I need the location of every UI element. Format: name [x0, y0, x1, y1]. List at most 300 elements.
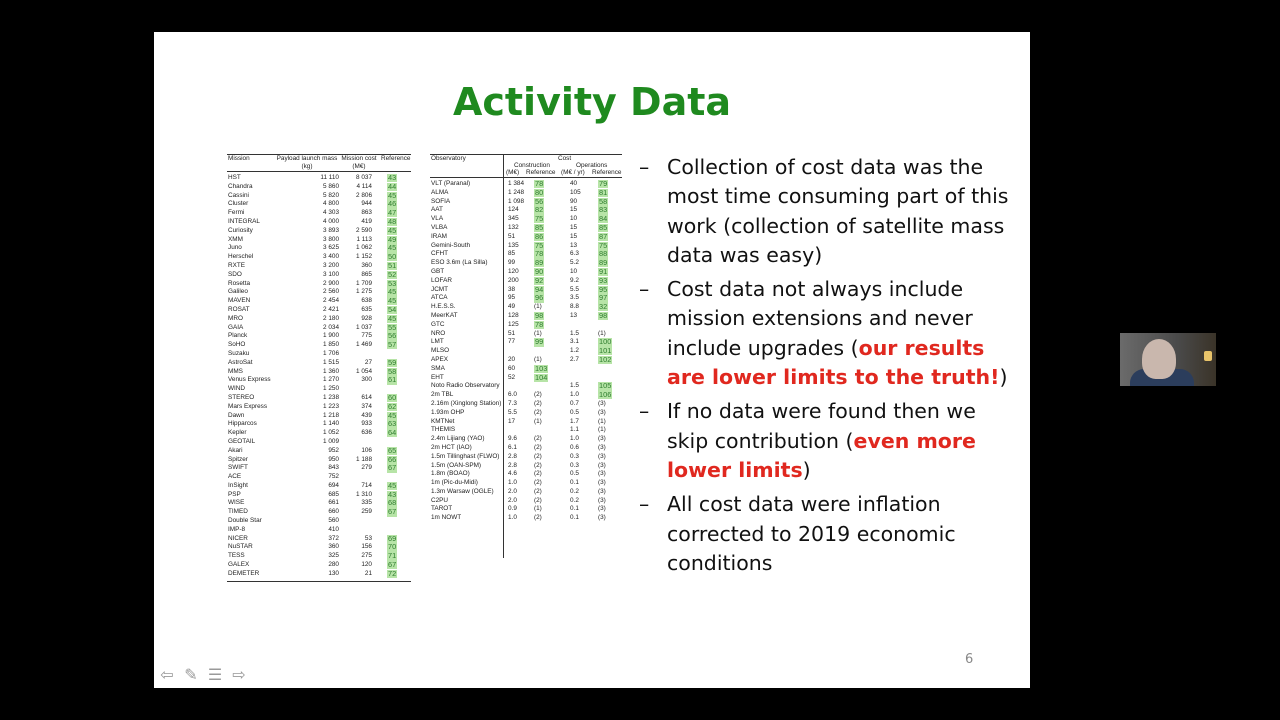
table-row [430, 277, 622, 286]
operations-cost: 0.6 [570, 443, 579, 451]
mission-cost: 1 275 [356, 288, 372, 296]
table-row [430, 286, 622, 295]
mission-cost: 614 [361, 393, 372, 401]
page-number: 6 [965, 652, 974, 667]
mission-cost: 300 [361, 376, 372, 384]
table-row [430, 435, 622, 444]
operations-reference: (3) [598, 487, 606, 495]
mission-name: AstroSat [228, 358, 253, 366]
menu-button[interactable]: ☰ [207, 667, 223, 684]
table-row [227, 200, 411, 209]
reference: 69 [388, 533, 397, 543]
table-row [227, 368, 411, 377]
header-construction-unit: (M€) [506, 169, 520, 176]
mission-name: XMM [228, 235, 243, 243]
operations-cost: 15 [570, 223, 578, 231]
table-row [430, 268, 622, 277]
header-construction-reference: Reference [526, 169, 556, 176]
construction-reference: (1) [534, 355, 542, 363]
operations-cost: 0.5 [570, 470, 579, 478]
launch-mass: 2 421 [323, 305, 339, 313]
mission-cost: 53 [364, 534, 372, 542]
construction-reference: 99 [535, 337, 544, 347]
table-row [430, 514, 622, 523]
reference: 70 [388, 542, 397, 552]
operations-reference: (3) [598, 435, 606, 443]
operations-cost: 13 [570, 311, 578, 319]
operations-cost: 10 [570, 267, 578, 275]
operations-reference: 81 [599, 187, 608, 197]
reference: 67 [388, 560, 397, 570]
launch-mass: 3 400 [323, 253, 339, 261]
table-row [430, 215, 622, 224]
mission-cost: 27 [364, 358, 372, 366]
mission-name: GAIA [228, 323, 244, 331]
bullet-text: All cost data were inflation corrected to 2019 economic conditions [667, 492, 956, 575]
operations-reference: (3) [598, 408, 606, 416]
mission-name: GALEX [228, 561, 250, 569]
mission-name: MAVEN [228, 297, 251, 305]
operations-reference: 79 [599, 179, 608, 188]
table-row [430, 224, 622, 233]
construction-reference: 78 [535, 319, 544, 329]
mission-cost: 635 [361, 305, 372, 313]
operations-cost: 13 [570, 241, 578, 249]
mission-name: Venus Express [228, 376, 271, 384]
construction-reference: 86 [535, 231, 544, 241]
operations-cost: 1.7 [570, 417, 579, 425]
operations-reference: 83 [599, 205, 608, 215]
construction-cost: 38 [508, 285, 516, 293]
operations-reference: (1) [598, 329, 606, 337]
mission-name: Juno [228, 244, 242, 252]
reference: 45 [388, 313, 397, 323]
reference: 48 [388, 216, 397, 226]
construction-reference: 78 [535, 249, 544, 259]
table-row [430, 418, 622, 427]
construction-cost: 345 [508, 215, 519, 223]
observatory-table-body [430, 180, 622, 523]
launch-mass: 2 454 [323, 297, 339, 305]
table-row [227, 324, 411, 333]
launch-mass: 410 [328, 525, 339, 533]
mission-cost: 1 310 [356, 490, 372, 498]
mission-name: IMP-8 [228, 525, 246, 533]
mission-name: RXTE [228, 261, 246, 269]
mission-name: Chandra [228, 182, 253, 190]
mission-name: Curiosity [228, 226, 253, 234]
mission-name: Cluster [228, 200, 249, 208]
mission-name: Cassini [228, 191, 249, 199]
bullet-list [636, 153, 1016, 583]
table-row [227, 473, 411, 482]
mission-cost: 374 [361, 402, 372, 410]
observatory-name: 2.4m Lijiang (YAO) [431, 435, 485, 443]
launch-mass: 685 [328, 490, 339, 498]
observatory-name: VLT (Paranal) [431, 180, 471, 187]
observatory-name: 1.3m Warsaw (OGLE) [431, 487, 494, 495]
table-row [227, 499, 411, 508]
reference: 45 [388, 296, 397, 306]
mission-name: STEREO [228, 393, 255, 401]
launch-mass: 1 218 [323, 411, 339, 419]
table-row [227, 561, 411, 570]
bullet-dash: – [639, 399, 650, 424]
operations-reference: 85 [599, 222, 608, 232]
table-row [430, 330, 622, 339]
observatory-name: SOFIA [431, 197, 451, 205]
table-row [227, 341, 411, 350]
mission-name: MMS [228, 367, 243, 375]
table-row [227, 288, 411, 297]
operations-cost: 0.2 [570, 496, 579, 504]
observatory-name: LOFAR [431, 276, 452, 284]
launch-mass: 1 250 [323, 385, 339, 393]
construction-reference: 92 [535, 275, 544, 285]
table-row [227, 552, 411, 561]
reference: 49 [388, 234, 397, 244]
launch-mass: 4 000 [323, 217, 339, 225]
observatory-name: THEMIS [431, 426, 456, 434]
mission-name: Rosetta [228, 279, 251, 287]
mission-cost: 1 152 [356, 253, 372, 261]
observatory-name: MeerKAT [431, 311, 458, 319]
launch-mass: 1 140 [323, 420, 339, 428]
construction-reference: (2) [534, 514, 542, 522]
table-row [227, 508, 411, 517]
header-reference: Reference [381, 155, 411, 162]
observatory-name: 2m HCT (IAO) [431, 443, 472, 451]
operations-cost: 15 [570, 232, 578, 240]
construction-reference: 82 [535, 205, 544, 215]
construction-reference: 104 [535, 372, 548, 382]
table-row [430, 382, 622, 391]
launch-mass: 1 270 [323, 376, 339, 384]
launch-mass: 2 560 [323, 288, 339, 296]
observatory-name: 1.5m (OAN-SPM) [431, 461, 482, 469]
pen-tool-button[interactable]: ✎ [184, 667, 198, 684]
launch-mass: 694 [328, 481, 339, 489]
construction-cost: 6.0 [508, 391, 517, 399]
mission-name: Akari [228, 446, 243, 454]
operations-reference: 84 [599, 214, 608, 224]
construction-reference: 94 [535, 284, 544, 294]
observatory-name: VLBA [431, 223, 448, 231]
reference: 45 [388, 287, 397, 297]
presenter-face [1142, 339, 1176, 379]
construction-cost: 7.3 [508, 399, 517, 407]
construction-cost: 9.6 [508, 435, 517, 443]
mission-name: Mars Express [228, 402, 268, 410]
reference: 58 [388, 366, 397, 376]
table-row [227, 350, 411, 359]
mission-name: DEMETER [228, 569, 260, 577]
construction-cost: 135 [508, 241, 519, 249]
table-row [430, 479, 622, 488]
table-row [227, 359, 411, 368]
table-row [227, 526, 411, 535]
operations-cost: 1.0 [570, 391, 579, 399]
table-row [227, 332, 411, 341]
mission-cost: 775 [361, 332, 372, 340]
header-mission: Mission [228, 155, 250, 162]
construction-cost: 1.0 [508, 479, 517, 487]
header-cost: Cost [558, 155, 572, 162]
table-row [430, 242, 622, 251]
reference: 45 [388, 225, 397, 235]
mission-name: NuSTAR [228, 543, 253, 551]
table-row [430, 470, 622, 479]
construction-cost: 1 384 [508, 180, 524, 187]
mission-name: TIMED [228, 508, 248, 516]
operations-cost: 6.3 [570, 250, 579, 258]
table-row [430, 505, 622, 514]
launch-mass: 1 360 [323, 367, 339, 375]
operations-reference: 106 [599, 390, 612, 400]
operations-cost: 40 [570, 180, 578, 187]
observatory-name: 2m TBL [431, 391, 454, 399]
webcam-video [1120, 333, 1216, 386]
mission-cost: 335 [361, 499, 372, 507]
launch-mass: 4 800 [323, 200, 339, 208]
mission-cost: 1 113 [356, 235, 372, 243]
table-row [227, 535, 411, 544]
observatory-name: MLSO [431, 347, 450, 355]
launch-mass: 843 [328, 464, 339, 472]
construction-cost: 5.5 [508, 408, 517, 416]
construction-reference: (2) [534, 479, 542, 487]
observatory-name: Gemini-South [431, 241, 471, 249]
operations-cost: 0.3 [570, 461, 579, 469]
launch-mass: 2 180 [323, 314, 339, 322]
launch-mass: 11 110 [320, 174, 339, 181]
mission-cost: 21 [364, 569, 372, 577]
table-row [430, 391, 622, 400]
construction-reference: (2) [534, 399, 542, 407]
reference: 50 [388, 252, 397, 262]
launch-mass: 325 [328, 552, 339, 560]
operations-reference: 89 [599, 258, 608, 268]
table-row [430, 338, 622, 347]
operations-cost: 0.1 [570, 514, 579, 522]
header-operations: Operations [576, 162, 608, 169]
table-row [430, 497, 622, 506]
table-row [227, 570, 411, 579]
prev-slide-button[interactable]: ⇦ [160, 667, 174, 684]
mission-name: INTEGRAL [228, 217, 260, 225]
construction-reference: (2) [534, 470, 542, 478]
construction-cost: 125 [508, 320, 519, 328]
construction-reference: 85 [535, 222, 544, 232]
reference: 56 [388, 331, 397, 341]
observatory-name: 1m NOWT [431, 514, 462, 522]
reference: 51 [388, 260, 397, 270]
launch-mass: 1 052 [323, 429, 339, 437]
launch-mass: 2 034 [323, 323, 339, 331]
observatory-name: 1.5m Tillinghast (FLWO) [431, 452, 500, 460]
table-divider [227, 581, 411, 582]
launch-mass: 2 900 [323, 279, 339, 287]
mission-cost: 1 188 [356, 455, 372, 463]
next-slide-button[interactable]: ⇨ [232, 667, 246, 684]
operations-cost: 3.1 [570, 338, 579, 346]
slide-nav-toolbar [157, 668, 249, 684]
operations-reference: (1) [598, 426, 606, 434]
operations-reference: 102 [599, 354, 612, 364]
construction-cost: 120 [508, 267, 519, 275]
operations-reference: 88 [599, 249, 608, 259]
operations-reference: (3) [598, 514, 606, 522]
observatory-name: 1m (Pic-du-Midi) [431, 479, 478, 487]
table-row [430, 189, 622, 198]
mission-cost: 2 806 [356, 191, 372, 199]
mission-name: Suzaku [228, 349, 250, 357]
reference: 60 [388, 392, 397, 402]
launch-mass: 560 [328, 517, 339, 525]
mission-name: Spitzer [228, 455, 248, 463]
construction-cost: 60 [508, 364, 516, 372]
construction-cost: 2.0 [508, 496, 517, 504]
table-row [227, 271, 411, 280]
operations-reference: 105 [599, 381, 612, 391]
launch-mass: 1 515 [323, 358, 339, 366]
mission-name: Galileo [228, 288, 248, 296]
operations-cost: 0.1 [570, 505, 579, 513]
construction-cost: 85 [508, 250, 516, 258]
table-row [430, 312, 622, 321]
mission-cost: 714 [361, 481, 372, 489]
table-row [430, 365, 622, 374]
missions-table-header [227, 154, 411, 172]
operations-reference: 87 [599, 231, 608, 241]
mission-cost: 259 [361, 508, 372, 516]
launch-mass: 1 850 [323, 341, 339, 349]
construction-reference: (2) [534, 391, 542, 399]
mission-name: SDO [228, 270, 242, 278]
construction-cost: 49 [508, 303, 516, 311]
header-operations-unit: (M€ / yr) [561, 169, 585, 176]
construction-reference: 56 [535, 196, 544, 206]
table-row [227, 297, 411, 306]
operations-reference: (3) [598, 479, 606, 487]
observatory-name: ATCA [431, 294, 448, 302]
construction-cost: 99 [508, 259, 516, 267]
construction-cost: 4.6 [508, 470, 517, 478]
operations-cost: 0.2 [570, 487, 579, 495]
construction-reference: 103 [535, 363, 548, 373]
launch-mass: 372 [328, 534, 339, 542]
table-row [227, 227, 411, 236]
mission-name: GEOTAIL [228, 437, 256, 445]
table-row [227, 315, 411, 324]
construction-cost: 124 [508, 206, 519, 214]
operations-cost: 0.3 [570, 452, 579, 460]
observatory-name: TAROT [431, 505, 453, 513]
mission-cost: 636 [361, 429, 372, 437]
table-row [430, 321, 622, 330]
mission-name: PSP [228, 490, 241, 498]
table-row [430, 206, 622, 215]
table-row [430, 250, 622, 259]
operations-cost: 0.7 [570, 399, 579, 407]
observatory-table-header [430, 154, 622, 178]
observatory-name: NRO [431, 329, 446, 337]
reference: 61 [388, 375, 397, 385]
observatory-name: 2.16m (Xinglong Station) [431, 399, 502, 407]
mission-name: Hipparcos [228, 420, 257, 428]
operations-reference: (3) [598, 399, 606, 407]
mission-name: WIND [228, 385, 246, 393]
mission-cost: 8 037 [356, 174, 372, 181]
construction-reference: 89 [535, 258, 544, 268]
observatory-table [430, 154, 622, 523]
observatory-name: IRAM [431, 232, 447, 240]
mission-name: Double Star [228, 517, 262, 525]
construction-cost: 2.8 [508, 452, 517, 460]
mission-cost: 360 [361, 261, 372, 269]
launch-mass: 360 [328, 543, 339, 551]
table-row [227, 403, 411, 412]
operations-cost: 1.5 [570, 329, 579, 337]
launch-mass: 950 [328, 455, 339, 463]
operations-cost: 5.5 [570, 285, 579, 293]
operations-reference: (3) [598, 461, 606, 469]
launch-mass: 280 [328, 561, 339, 569]
construction-reference: (2) [534, 496, 542, 504]
mission-cost: 928 [361, 314, 372, 322]
observatory-name: AAT [431, 206, 443, 214]
mission-name: HST [228, 174, 241, 181]
operations-reference: 93 [599, 275, 608, 285]
table-row [227, 456, 411, 465]
operations-reference: (3) [598, 496, 606, 504]
mission-cost: 279 [361, 464, 372, 472]
table-row [227, 209, 411, 218]
launch-mass: 752 [328, 473, 339, 481]
construction-cost: 52 [508, 373, 516, 381]
mission-name: ROSAT [228, 305, 250, 313]
reference: 65 [388, 445, 397, 455]
launch-mass: 1 009 [323, 437, 339, 445]
mission-cost: 933 [361, 420, 372, 428]
table-row [430, 303, 622, 312]
operations-reference: (1) [598, 417, 606, 425]
construction-cost: 128 [508, 311, 519, 319]
reference: 68 [388, 498, 397, 508]
construction-reference: 96 [535, 293, 544, 303]
observatory-name: EHT [431, 373, 444, 381]
table-row [227, 394, 411, 403]
mission-cost: 638 [361, 297, 372, 305]
construction-cost: 2.8 [508, 461, 517, 469]
launch-mass: 3 200 [323, 261, 339, 269]
construction-cost: 2.0 [508, 487, 517, 495]
observatory-name: SMA [431, 364, 445, 372]
construction-cost: 51 [508, 329, 516, 337]
table-row [430, 294, 622, 303]
table-row [430, 409, 622, 418]
header-observatory: Observatory [431, 155, 466, 162]
table-row [227, 174, 411, 183]
bullet-item [636, 397, 1016, 485]
observatory-name: ALMA [431, 188, 449, 196]
reference: 64 [388, 428, 397, 438]
table-row [227, 192, 411, 201]
reference: 55 [388, 322, 397, 332]
launch-mass: 952 [328, 446, 339, 454]
table-row [430, 259, 622, 268]
launch-mass: 3 893 [323, 226, 339, 234]
